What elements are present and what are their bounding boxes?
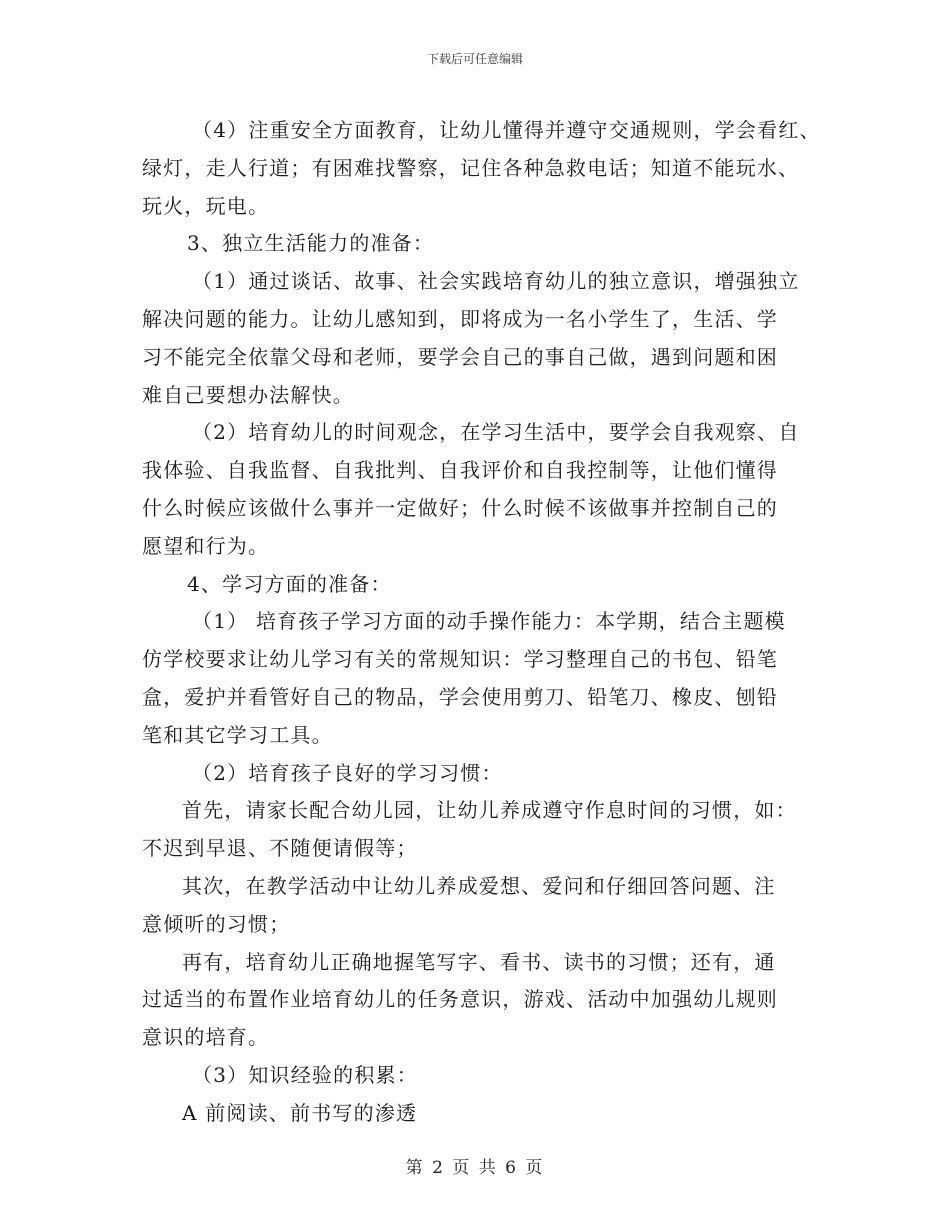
text-line: 4、学习方面的准备： xyxy=(187,571,392,596)
text-line: 什么时候应该做什么事并一定做好；什么时候不该做事并控制自己的 xyxy=(142,495,778,520)
text-line: 盒，爱护并看管好自己的物品，学会使用剪刀、铅笔刀、橡皮、刨铅 xyxy=(142,684,778,709)
text-line: （3）知识经验的积累： xyxy=(192,1062,418,1087)
text-line: 其次，在教学活动中让幼儿养成爱想、爱问和仔细回答问题、注 xyxy=(182,873,776,898)
text-line: 愿望和行为。 xyxy=(142,533,270,558)
text-line: 难自己要想办法解快。 xyxy=(142,382,354,407)
text-line: 仿学校要求让幼儿学习有关的常规知识：学习整理自己的书包、铅笔 xyxy=(142,647,778,672)
text-line: （4）注重安全方面教育，让幼儿懂得并遵守交通规则，学会看红、 xyxy=(192,118,821,142)
document-body xyxy=(142,112,822,1133)
text-line: 不迟到早退、不随便请假等； xyxy=(142,836,418,861)
page-header: 下载后可任意编辑 xyxy=(426,52,523,66)
text-line: 解决问题的能力。让幼儿感知到，即将成为一名小学生了，生活、学 xyxy=(142,306,778,331)
text-line: A 前阅读、前书写的渗透 xyxy=(182,1100,418,1125)
text-line: （2）培育幼儿的时间观念，在学习生活中，要学会自我观察、自 xyxy=(192,420,800,445)
text-line: （2）培育孩子良好的学习习惯： xyxy=(192,760,503,785)
text-line: 再有，培育幼儿正确地握笔写字、看书、读书的习惯；还有，通 xyxy=(182,949,776,974)
text-line: 绿灯，走人行道；有困难找警察，记住各种急救电话；知道不能玩水、 xyxy=(142,155,800,180)
text-line: 习不能完全依靠父母和老师，要学会自己的事自己做，遇到问题和困 xyxy=(142,344,778,369)
text-line: 笔和其它学习工具。 xyxy=(142,722,333,747)
text-line: 过适当的布置作业培育幼儿的任务意识，游戏、活动中加强幼儿规则 xyxy=(142,987,778,1012)
text-line: 意识的培育。 xyxy=(142,1025,270,1050)
text-line: （1）通过谈话、故事、社会实践培育幼儿的独立意识，增强独立 xyxy=(192,269,800,294)
text-line: 我体验、自我监督、自我批判、自我评价和自我控制等，让他们懂得 xyxy=(142,458,778,483)
text-line: 首先，请家长配合幼儿园，让幼儿养成遵守作息时间的习惯，如： xyxy=(182,798,797,823)
text-line: 玩火，玩电。 xyxy=(142,193,270,218)
text-line: 3、独立生活能力的准备： xyxy=(187,231,435,256)
text-line: （1） 培育孩子学习方面的动手操作能力：本学期，结合主题模 xyxy=(192,609,786,634)
text-line: 意倾听的习惯； xyxy=(142,911,291,936)
page-footer: 第 2 页 共 6 页 xyxy=(405,1158,545,1178)
